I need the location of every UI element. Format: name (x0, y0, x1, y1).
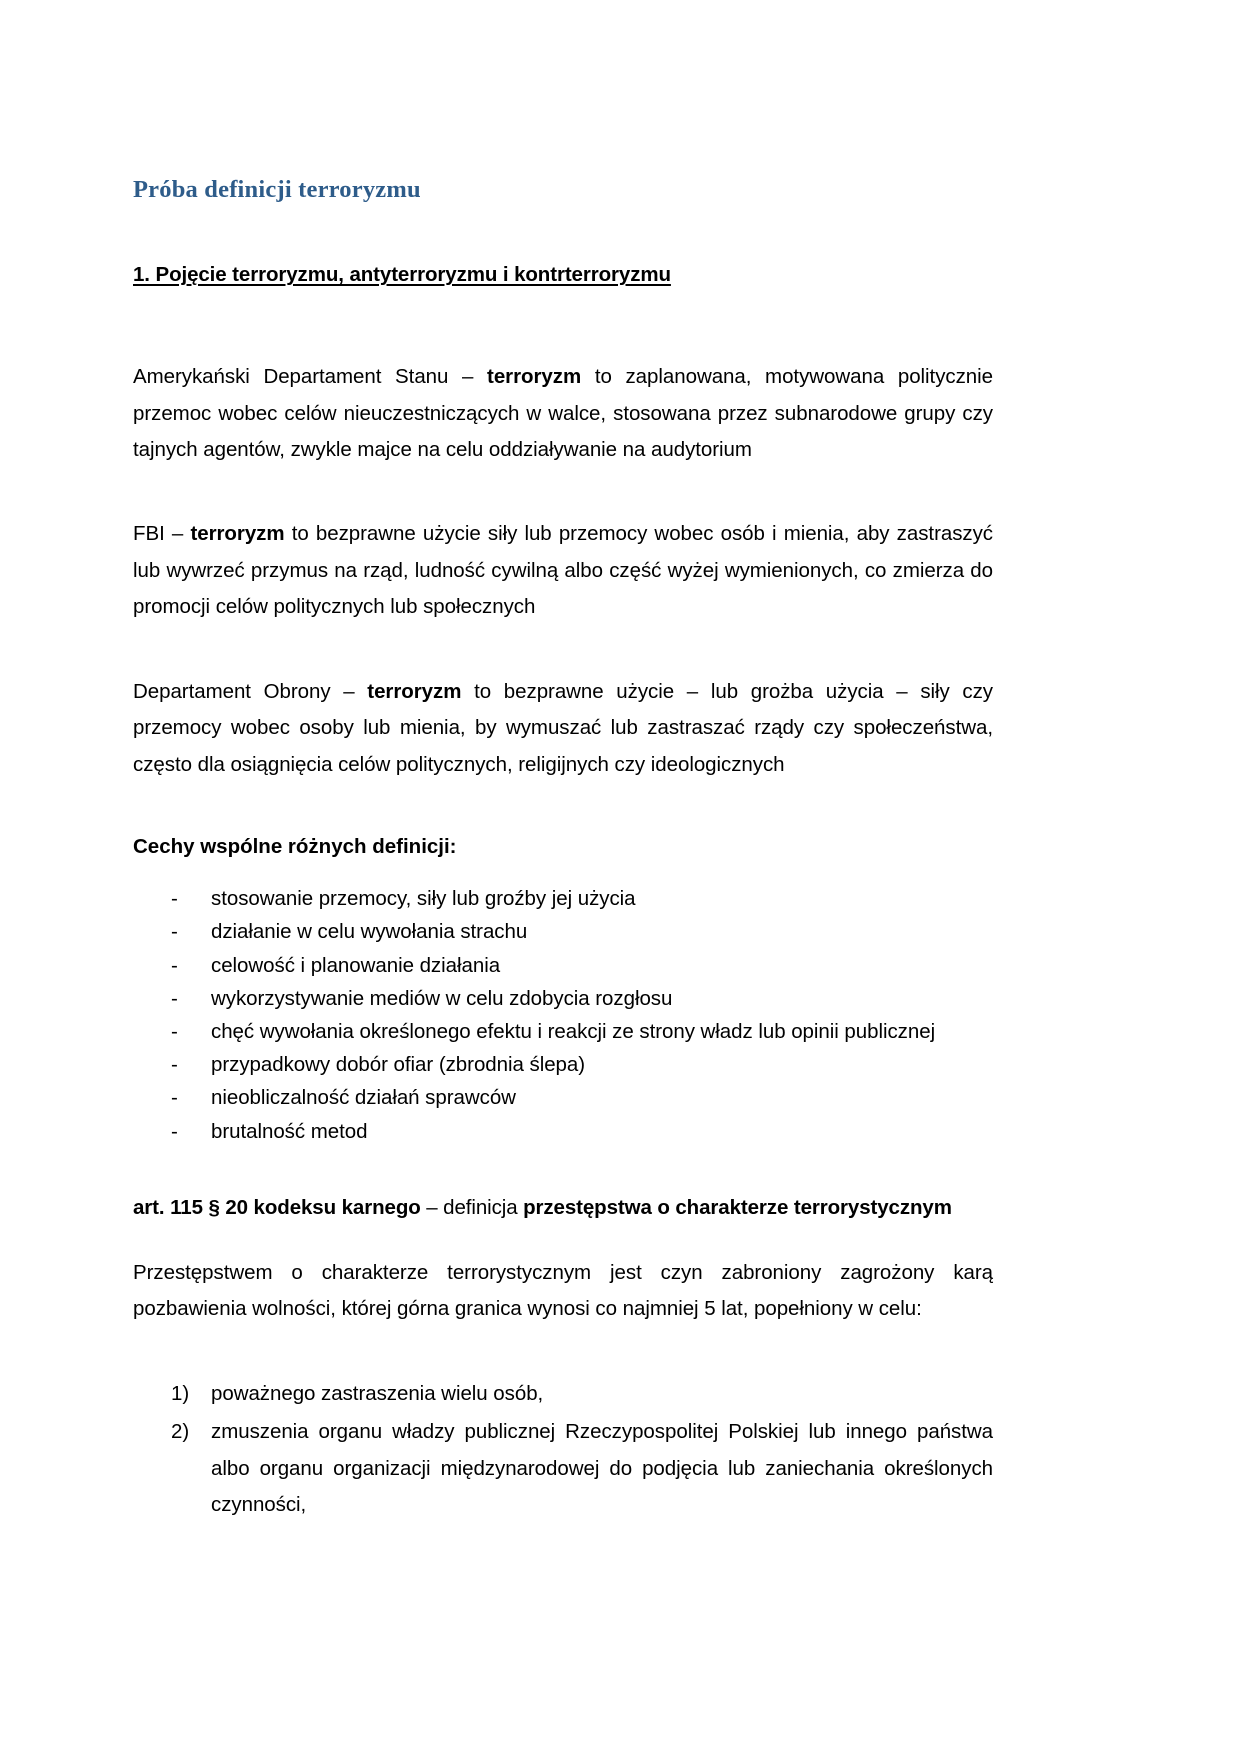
dash-bullet-icon: - (171, 1119, 178, 1143)
list-item (171, 1376, 993, 1412)
definition-body: to bezprawne użycie – lub grożba użycia – siły czy przemocy wobec osoby lub mienia, by wymuszać lub zastraszać rządy czy społeczeństwa, często dla osiągnięcia celów politycznych, religijnych czy ideologicznych (133, 679, 994, 776)
definition-lead: Amerykański Departament Stanu – (133, 365, 488, 389)
law-article-list (133, 1376, 993, 1524)
definition-state-department (133, 359, 993, 468)
law-article-connector: – definicja (420, 1195, 524, 1219)
law-article-subject: przestępstwa o charakterze terrorystycznym (523, 1195, 952, 1219)
page-title: Próba definicji terroryzmu (133, 176, 421, 203)
definition-term: terroryzm (487, 365, 582, 389)
definition-lead: Departament Obrony – (133, 679, 368, 703)
list-item-label: brutalność metod (211, 1119, 368, 1143)
law-article-heading (133, 1192, 993, 1225)
list-item (171, 1081, 993, 1114)
list-item (171, 882, 993, 915)
list-item (171, 949, 993, 982)
definition-body: to zaplanowana, motywowana politycznie przemoc wobec celów nieuczestniczących w walce, stosowana przez subnarodowe grupy czy tajnych agentów, zwykle majce na celu oddziaływanie na audytorium (133, 365, 994, 461)
list-item-label: poważnego zastraszenia wielu osób, (211, 1381, 544, 1405)
list-item (171, 1015, 993, 1048)
list-item-label: celowość i planowanie działania (211, 953, 501, 977)
definition-fbi (133, 516, 993, 625)
list-item-label: stosowanie przemocy, siły lub groźby jej użycia (211, 887, 636, 911)
definition-term: terroryzm (367, 679, 462, 703)
dash-bullet-icon: - (171, 986, 178, 1010)
law-article-body: Przestępstwem o charakterze terrorystycznym jest czyn zabroniony zagrożony karą pozbawienia wolności, której górna granica wynosi co najmniej 5 lat, popełniony w celu: (133, 1260, 993, 1321)
list-item-label: wykorzystywanie mediów w celu zdobycia rozgłosu (211, 986, 673, 1010)
list-item-label: działanie w celu wywołania strachu (211, 920, 528, 944)
dash-bullet-icon: - (171, 887, 178, 911)
list-item (171, 982, 993, 1015)
section-heading-1: 1. Pojęcie terroryzmu, antyterroryzmu i kontrterroryzmu (133, 263, 671, 287)
list-item (171, 1048, 993, 1081)
common-features-list (133, 882, 993, 1148)
list-item (171, 1115, 993, 1148)
list-item-label: zmuszenia organu władzy publicznej Rzeczypospolitej Polskiej lub innego państwa albo organu organizacji międzynarodowej do podjęcia lub zaniechania określonych czynności, (211, 1420, 993, 1517)
law-article-reference: art. 115 § 20 kodeksu karnego (133, 1195, 421, 1219)
definition-term: terroryzm (190, 522, 285, 546)
dash-bullet-icon: - (171, 953, 178, 977)
list-item-label: chęć wywołania określonego efektu i reakcji ze strony władz lub opinii publicznej (211, 1020, 936, 1043)
list-item-marker: 1) (171, 1381, 190, 1405)
dash-bullet-icon: - (171, 1053, 178, 1077)
dash-bullet-icon: - (171, 1020, 178, 1043)
list-item (171, 915, 993, 948)
list-item-marker: 2) (171, 1420, 190, 1444)
list-item-label: przypadkowy dobór ofiar (zbrodnia ślepa) (211, 1053, 586, 1077)
list-item-label: nieobliczalność działań sprawców (211, 1086, 516, 1110)
definition-body: to bezprawne użycie siły lub przemocy wobec osób i mienia, aby zastraszyć lub wywrzeć przymus na rząd, ludność cywilną albo część wyżej wymienionych, co zmierza do promocji celów politycznych lub społecznych (133, 522, 993, 619)
dash-bullet-icon: - (171, 920, 178, 944)
common-features-heading: Cechy wspólne różnych definicji: (133, 835, 457, 859)
dash-bullet-icon: - (171, 1086, 178, 1110)
definition-lead: FBI – (133, 522, 191, 546)
list-item (171, 1414, 993, 1523)
definition-department-of-defense (133, 674, 993, 783)
